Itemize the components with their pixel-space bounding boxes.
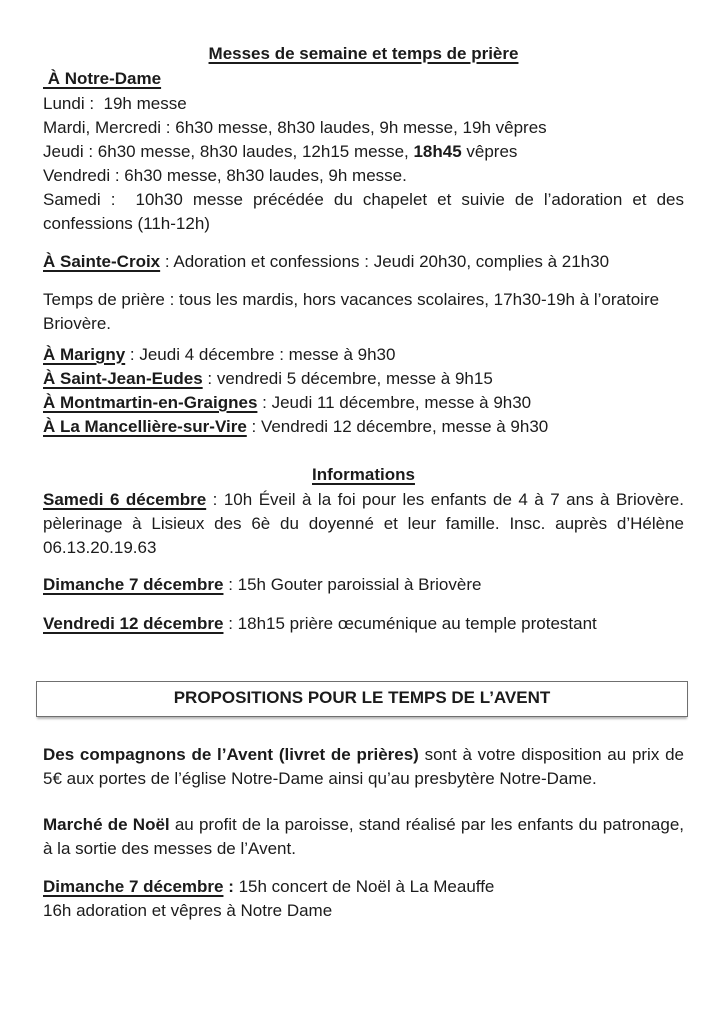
jeudi-text-end: vêpres — [461, 142, 518, 161]
village-mancelliere-rest: : Vendredi 12 décembre, messe à 9h30 — [246, 417, 549, 436]
info-vendredi12-lead: Vendredi 12 décembre — [43, 614, 224, 633]
avent-concert-block — [43, 875, 684, 923]
village-sje-lead: À Saint-Jean-Eudes — [43, 369, 203, 388]
village-marigny-rest: : Jeudi 4 décembre : messe à 9h30 — [125, 345, 396, 364]
info-dimanche7-lead: Dimanche 7 décembre — [43, 575, 224, 594]
village-marigny-lead: À Marigny — [43, 345, 126, 364]
avent-marche-paragraph — [43, 813, 684, 861]
sainte-croix-lead: À Sainte-Croix — [43, 252, 161, 271]
avent-compagnons-lead: Des compagnons de l’Avent (livret de prières) — [43, 745, 419, 764]
masses-title-text: Messes de semaine et temps de prière — [208, 44, 519, 63]
temps-priere-paragraph: Temps de prière : tous les mardis, hors vacances scolaires, 17h30-19h à l’oratoire Briovère. — [43, 290, 660, 333]
avent-marche-rest: au profit de la paroisse, stand réalisé par les enfants du patronage, à la sortie des messes de l’Avent. — [43, 815, 684, 858]
jeudi-text-start: Jeudi : 6h30 messe, 8h30 laudes, 12h15 messe, — [43, 142, 414, 161]
village-line-montmartin — [43, 391, 684, 415]
village-mancelliere-lead: À La Mancellière-sur-Vire — [43, 417, 247, 436]
info-dimanche7-line — [43, 573, 684, 597]
village-line-saint-jean-eudes — [43, 367, 684, 391]
village-masses-list — [43, 343, 684, 439]
section-informations-title — [43, 463, 684, 487]
section-masses-title — [43, 42, 684, 66]
info-vendredi12-line — [43, 612, 684, 636]
village-montmartin-rest: : Jeudi 11 décembre, messe à 9h30 — [257, 393, 532, 412]
sainte-croix-line — [43, 250, 684, 274]
avent-title-box — [36, 681, 688, 717]
notre-dame-schedule — [43, 92, 684, 236]
village-montmartin-lead: À Montmartin-en-Graignes — [43, 393, 258, 412]
avent-compagnons-paragraph — [43, 743, 684, 791]
village-line-marigny — [43, 343, 684, 367]
concert-rest: 15h concert de Noël à La Meauffe — [238, 877, 495, 896]
village-line-mancelliere — [43, 415, 684, 439]
heading-notre-dame — [43, 67, 684, 91]
info-vendredi12-rest: : 18h15 prière œcuménique au temple protestant — [223, 614, 597, 633]
avent-marche-lead: Marché de Noël — [43, 815, 170, 834]
village-sje-rest: : vendredi 5 décembre, messe à 9h15 — [202, 369, 493, 388]
jeudi-time-bold: 18h45 — [413, 142, 462, 161]
avent-compagnons-rest: sont à votre disposition au prix de 5€ aux portes de l’église Notre-Dame ainsi qu’au presbytère Notre-Dame. — [43, 745, 684, 788]
info-samedi6-paragraph — [43, 488, 684, 560]
concert-line-1 — [43, 875, 684, 899]
notre-dame-heading-text: À Notre-Dame — [43, 69, 162, 88]
informations-title-text: Informations — [312, 465, 415, 484]
schedule-line-vendredi: Vendredi : 6h30 messe, 8h30 laudes, 9h messe. — [43, 166, 407, 185]
sainte-croix-rest: : Adoration et confessions : Jeudi 20h30, complies à 21h30 — [160, 252, 610, 271]
info-samedi6-rest: : 10h Éveil à la foi pour les enfants de 4 à 7 ans à Briovère. pèlerinage à Lisieux des 6è du doyenné et leur famille. Insc. auprès d’Hélène 06.13.20.19.63 — [43, 490, 684, 557]
schedule-line-mardi-mercredi: Mardi, Mercredi : 6h30 messe, 8h30 laudes, 9h messe, 19h vêpres — [43, 118, 547, 137]
avent-title-text: PROPOSITIONS POUR LE TEMPS DE L’AVENT — [173, 688, 551, 707]
info-samedi6-lead: Samedi 6 décembre — [43, 490, 207, 509]
concert-separator: : — [223, 877, 239, 896]
schedule-line-jeudi — [43, 140, 684, 164]
info-dimanche7-rest: : 15h Gouter paroissial à Briovère — [223, 575, 482, 594]
schedule-line-samedi: Samedi : 10h30 messe précédée du chapelet et suivie de l’adoration et des confessions (11h-12h) — [43, 190, 684, 233]
concert-lead: Dimanche 7 décembre — [43, 877, 224, 896]
concert-line-2: 16h adoration et vêpres à Notre Dame — [43, 901, 333, 920]
schedule-line-lundi: Lundi : 19h messe — [43, 94, 187, 113]
